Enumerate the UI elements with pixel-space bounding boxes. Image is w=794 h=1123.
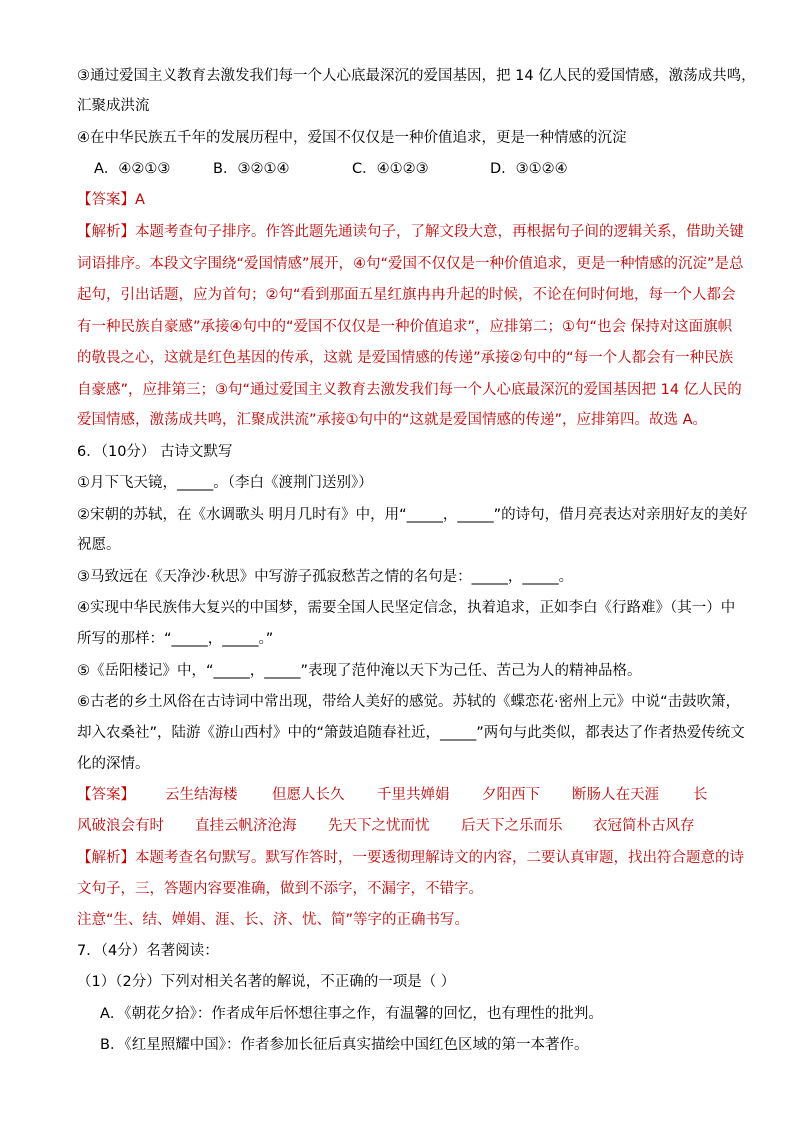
q5-item-3-line-1: ③通过爱国主义教育去激发我们每一个人心底最深沉的爱国基因，把 14 亿人民的爱国情感，激荡成共鸣，	[77, 68, 756, 84]
q6-line-8: ⑥古老的乡土风俗在古诗词中常出现，带给人美好的感觉。苏轼的《蝶恋花·密州上元》中说“击鼓吹箫，	[77, 694, 741, 710]
q6-line-6: 所写的那样：“_____，_____。”	[77, 631, 274, 647]
q5-analysis-line-3: 起句，引出话题，应为首句；②句“看到那面五星红旗冉冉升起的时候，不论在何时何地，每一个人都会	[77, 287, 736, 303]
q6-line-1: ①月下飞天镜，_____。（李白《渡荆门送别》）	[77, 475, 373, 491]
q5-option-c: C．④①②③	[352, 161, 429, 177]
q7-title: 7．（4分）名著阅读：	[77, 943, 219, 959]
q6-analysis-line-1	[77, 848, 744, 868]
q6-answer: 先天下之忧而忧	[328, 818, 430, 834]
q5-analysis-line-4: 有一种民族自豪感”承接④句中的“爱国不仅仅是一种价值追求”，应排第二；①句“也会 保持对这面旗帜	[77, 319, 733, 335]
q5-analysis-text: 本题考查句子排序。作答此题先通读句子，了解文段大意，再根据句子间的逻辑关系，借助关键	[135, 224, 744, 240]
q6-analysis-line-3: 注意“生、结、婵娟、涯、长、济、忧、简”等字的正确书写。	[77, 912, 470, 928]
q6-answer: 长	[693, 787, 708, 803]
q6-line-7: ⑤《岳阳楼记》中，“_____，_____”表现了范仲淹以天下为己任、苦己为人的精神品格。	[77, 663, 642, 679]
q6-line-5: ④实现中华民族伟大复兴的中国梦，需要全国人民坚定信念，执着追求，正如李白《行路难》（其一）中	[77, 600, 736, 616]
q5-item-3-line-2: 汇聚成洪流	[77, 98, 150, 114]
q5-analysis-line-1	[77, 222, 744, 242]
q5-answer	[77, 190, 727, 210]
q5-analysis-line-7: 爱国情感，激荡成共鸣，汇聚成洪流”承接①句中的“这就是爱国情感的传递”，应排第四。故选 A。	[77, 412, 708, 428]
q5-answer-value: A	[135, 192, 145, 208]
q5-option-a: A．④②①③	[94, 161, 171, 177]
q6-line-3: 祝愿。	[77, 537, 121, 553]
q5-analysis-label: 【解析】	[77, 224, 135, 240]
q6-title: 6．（10分） 古诗文默写	[77, 444, 233, 460]
q6-analysis-line-2: 文句子，三，答题内容要准确，做到不添字，不漏字，不错字。	[77, 881, 483, 897]
q5-answer-label: 【答案】	[77, 192, 135, 208]
q7-option-b: B．《红星照耀中国》：作者参加长征后真实描绘中国红色区域的第一本著作。	[100, 1037, 589, 1053]
q6-answer: 云生结海楼	[165, 787, 238, 803]
q6-answer: 断肠人在天涯	[572, 787, 659, 803]
q7-sub-1: （1）（2分）下列对相关名著的解说，不正确的一项是（ ）	[77, 974, 456, 990]
q5-analysis-line-5: 的敬畏之心，这就是红色基因的传承，这就 是爱国情感的传递”承接②句中的“每一个人都会有一种民族	[77, 350, 734, 366]
q6-answer: 夕阳西下	[482, 787, 540, 803]
q6-analysis-text: 本题考查名句默写。默写作答时，一要透彻理解诗文的内容，二要认真审题，找出符合题意的诗	[135, 850, 744, 866]
q5-option-b: B．③②①④	[213, 161, 290, 177]
q6-answer: 直挂云帆济沧海	[195, 818, 297, 834]
q6-answer: 但愿人长久	[272, 787, 345, 803]
q6-line-9: 却入农桑社”，陆游《游山西村》中的“箫鼓追随春社近，_____”两句与此类似，都表达了作者热爱传统文	[77, 725, 745, 741]
q6-answer-label: 【答案】	[77, 787, 135, 803]
q6-answer: 千里共婵娟	[377, 787, 450, 803]
q5-analysis-line-2: 词语排序。本段文字围绕“爱国情感”展开，④句“爱国不仅仅是一种价值追求，更是一种情感的沉淀”是总	[77, 256, 744, 272]
q6-answer: 风破浪会有时	[77, 818, 164, 834]
q6-line-2: ②宋朝的苏轼，在《水调歌头 明月几时有》中，用“_____，_____”的诗句，借月亮表达对亲朋好友的美好	[77, 507, 748, 523]
q6-line-10: 化的深情。	[77, 756, 150, 772]
q5-item-4: ④在中华民族五千年的发展历程中，爱国不仅仅是一种价值追求，更是一种情感的沉淀	[77, 130, 627, 146]
q6-answer: 后天下之乐而乐	[461, 818, 563, 834]
q6-analysis-label: 【解析】	[77, 850, 135, 866]
q5-option-d: D．③①②④	[490, 161, 568, 177]
q6-answer: 衣冠简朴古风存	[593, 818, 695, 834]
q7-option-a: A．《朝花夕拾》：作者成年后怀想往事之作，有温馨的回忆，也有理性的批判。	[100, 1006, 603, 1022]
q6-line-4: ③马致远在《天净沙·秋思》中写游子孤寂愁苦之情的名句是：_____，_____。	[77, 569, 574, 585]
q5-analysis-line-6: 自豪感”，应排第三；③句“通过爱国主义教育去激发我们每一个人心底最深沉的爱国基因把 14 亿人民的	[77, 382, 742, 398]
